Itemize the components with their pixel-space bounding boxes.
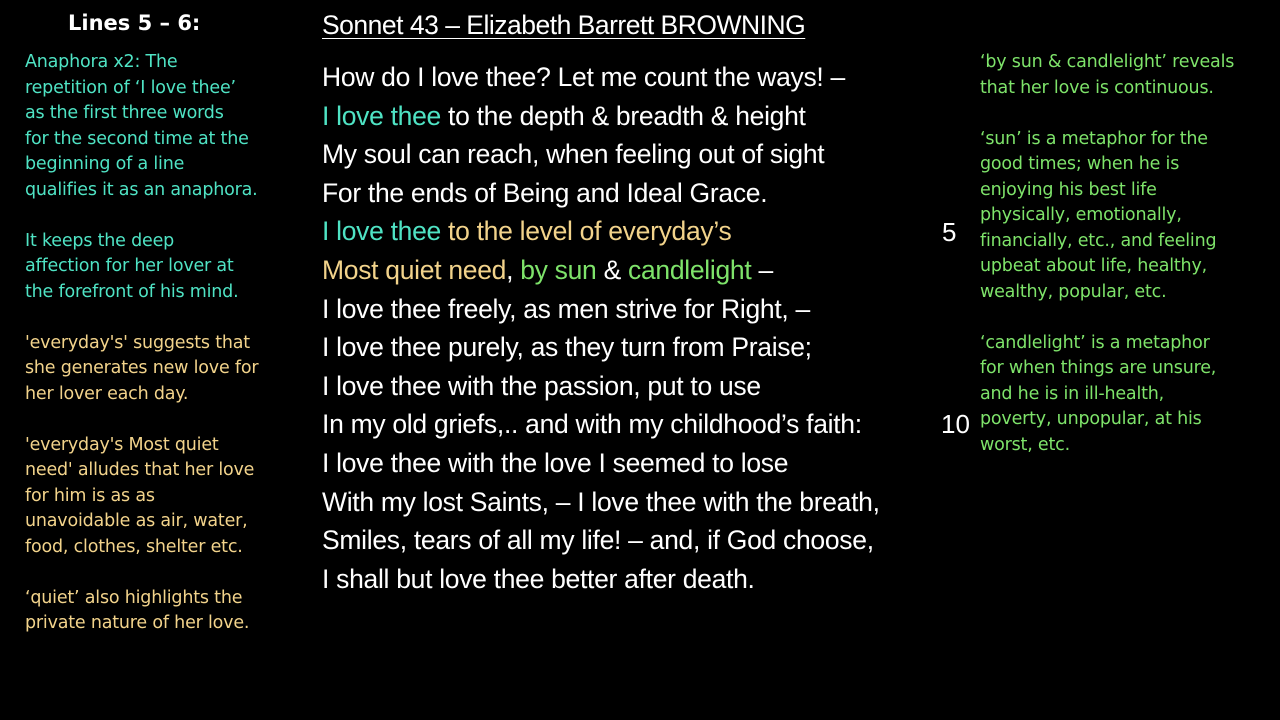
left-note-1 xyxy=(25,50,258,203)
poem-text-segment: – xyxy=(751,254,773,285)
note-line: worst, etc. xyxy=(980,434,1070,455)
note-line: financially, etc., and feeling xyxy=(980,230,1217,251)
line-number-10: 10 xyxy=(941,409,970,439)
poem-line-12 xyxy=(322,483,880,522)
note-line: Anaphora x2: The xyxy=(25,52,178,72)
poem-line-5 xyxy=(322,212,880,251)
note-spacer xyxy=(25,560,258,586)
right-note-2 xyxy=(980,127,1234,306)
note-line: and he is in ill-health, xyxy=(980,383,1165,404)
note-line: unavoidable as air, water, xyxy=(25,511,248,531)
poem-highlight-green: candlelight xyxy=(628,254,752,285)
note-line: for when things are unsure, xyxy=(980,358,1217,378)
poem-line-14 xyxy=(322,560,880,599)
note-line: It keeps the deep xyxy=(25,230,175,251)
note-line: affection for her lover at xyxy=(25,256,234,276)
note-line: ‘quiet’ also highlights the xyxy=(25,587,243,608)
note-line: repetition of ‘I love thee’ xyxy=(25,77,236,98)
poem-text xyxy=(322,58,880,598)
poem-text-segment: I love thee purely, as they turn from Praise; xyxy=(322,332,812,363)
line-number-5: 5 xyxy=(942,217,957,247)
poem-line-10 xyxy=(322,405,880,444)
note-spacer xyxy=(980,305,1234,331)
poem-line-3 xyxy=(322,135,880,174)
poem-text-segment: I love thee with the love I seemed to lose xyxy=(322,447,789,478)
note-line: for the second time at the xyxy=(25,128,249,149)
right-annotations xyxy=(980,50,1234,458)
note-line: beginning of a line xyxy=(25,154,185,174)
note-line: for him is as as xyxy=(25,485,155,506)
poem-line-8 xyxy=(322,328,880,367)
poem-text-segment: With my lost Saints, – I love thee with the breath, xyxy=(322,486,880,517)
note-line: her lover each day. xyxy=(25,383,189,404)
note-line: enjoying his best life xyxy=(980,179,1157,200)
poem-highlight-green: by sun xyxy=(520,254,597,285)
note-spacer xyxy=(980,101,1234,127)
left-note-2 xyxy=(25,229,258,306)
poem-text-segment: In my old griefs,.. and with my childhood’s faith: xyxy=(322,409,862,440)
poem-highlight-aqua: I love thee xyxy=(322,100,441,131)
note-spacer xyxy=(25,407,258,433)
left-note-3 xyxy=(25,331,258,408)
note-line: ‘sun’ is a metaphor for the xyxy=(980,128,1208,149)
note-line: she generates new love for xyxy=(25,358,259,378)
poem-line-9 xyxy=(322,367,880,406)
note-spacer xyxy=(25,203,258,229)
note-line: 'everyday's' suggests that xyxy=(25,332,250,353)
poem-text-segment: My soul can reach, when feeling out of sight xyxy=(322,139,825,170)
note-line: ‘candlelight’ is a metaphor xyxy=(980,332,1210,353)
left-annotations xyxy=(25,50,258,637)
poem-text-segment: to the depth & breadth & height xyxy=(440,100,806,131)
poem-line-11 xyxy=(322,444,880,483)
note-line: food, clothes, shelter etc. xyxy=(25,536,243,557)
poem-text-segment: How do I love thee? Let me count the ways! – xyxy=(322,62,845,92)
right-note-3 xyxy=(980,331,1234,459)
note-line: poverty, unpopular, at his xyxy=(980,409,1202,429)
note-line: good times; when he is xyxy=(980,154,1180,174)
poem-line-4 xyxy=(322,174,880,213)
note-line: that her love is continuous. xyxy=(980,77,1214,98)
right-note-1 xyxy=(980,50,1234,101)
poem-text-segment: Smiles, tears of all my life! – and, if God choose, xyxy=(322,525,874,556)
note-line: private nature of her love. xyxy=(25,613,250,633)
poem-text-segment: I love thee freely, as men strive for Right, – xyxy=(322,293,810,324)
poem-text-segment: & xyxy=(596,254,629,285)
section-heading: Lines 5 – 6: xyxy=(68,11,201,35)
poem-text-segment: For the ends of Being and Ideal Grace. xyxy=(322,177,768,208)
left-note-5 xyxy=(25,586,258,637)
poem-line-7 xyxy=(322,290,880,329)
poem-highlight-yellow: to the level of everyday’s xyxy=(440,216,732,247)
poem-text-segment: I shall but love thee better after death. xyxy=(322,563,755,594)
note-line: as the first three words xyxy=(25,103,224,123)
poem-line-1 xyxy=(322,58,880,97)
note-line: upbeat about life, healthy, xyxy=(980,256,1207,276)
poem-text-segment: I love thee with the passion, put to use xyxy=(322,370,761,401)
note-line: wealthy, popular, etc. xyxy=(980,281,1167,302)
note-line: physically, emotionally, xyxy=(980,205,1182,225)
poem-line-6 xyxy=(322,251,880,290)
poem-line-2 xyxy=(322,97,880,136)
note-line: the forefront of his mind. xyxy=(25,281,239,302)
poem-title: Sonnet 43 – Elizabeth Barrett BROWNING xyxy=(322,10,806,40)
poem-text-segment: , xyxy=(506,254,521,285)
poem-highlight-yellow: Most quiet need xyxy=(322,254,507,285)
poem-line-13 xyxy=(322,521,880,560)
note-line: qualifies it as an anaphora. xyxy=(25,179,258,200)
note-spacer xyxy=(25,305,258,331)
note-line: 'everyday's Most quiet xyxy=(25,434,219,455)
left-note-4 xyxy=(25,433,258,561)
note-line: need' alludes that her love xyxy=(25,460,255,480)
poem-highlight-aqua: I love thee xyxy=(322,216,441,247)
note-line: ‘by sun & candlelight’ reveals xyxy=(980,52,1235,72)
